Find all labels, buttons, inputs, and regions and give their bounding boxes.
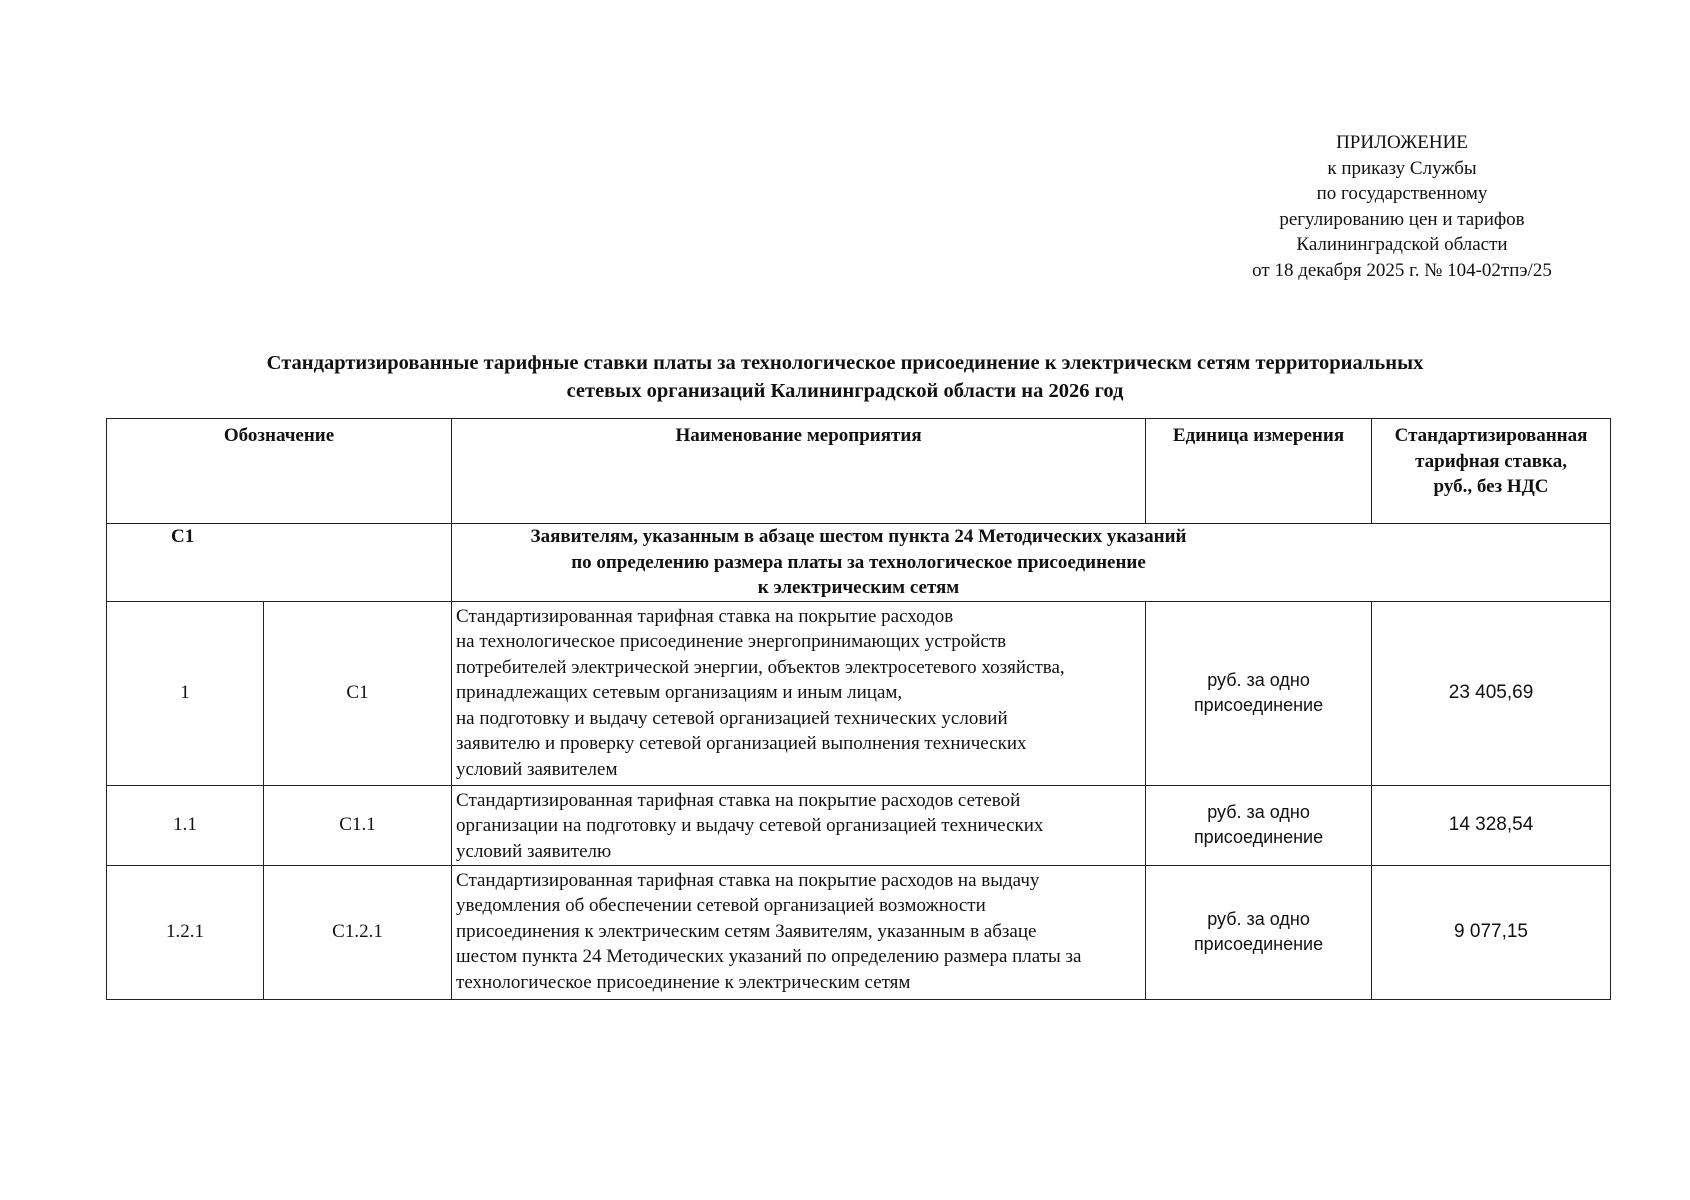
header-designation: Обозначение — [107, 419, 452, 524]
row-rate: 14 328,54 — [1372, 785, 1611, 865]
title-line: сетевых организаций Калининградской области на 2026 год — [566, 380, 1124, 402]
row-code: С1 — [264, 601, 452, 785]
title-line: Стандартизированные тарифные ставки платы за технологическое присоединение к электрическм сетям территориальных — [266, 352, 1424, 374]
row-code: С1.2.1 — [264, 865, 452, 999]
row-unit: руб. за одно присоединение — [1146, 865, 1372, 999]
row-number: 1 — [107, 601, 264, 785]
section-code: С1 — [107, 524, 452, 602]
row-code: С1.1 — [264, 785, 452, 865]
tariff-rates-table — [106, 418, 1611, 1000]
section-title: Заявителям, указанным в абзаце шестом пункта 24 Методических указаний по определению размера платы за технологическое присоединение к электрическим сетям — [452, 524, 1611, 602]
table-header-row — [107, 419, 1611, 524]
row-rate: 9 077,15 — [1372, 865, 1611, 999]
appendix-line: Калининградской области — [1296, 234, 1508, 255]
row-unit: руб. за одно присоединение — [1146, 601, 1372, 785]
row-number: 1.1 — [107, 785, 264, 865]
header-unit: Единица измерения — [1146, 419, 1372, 524]
appendix-line: регулированию цен и тарифов — [1279, 208, 1525, 230]
appendix-order-date: от 18 декабря 2025 г. № 104-02тпэ/25 — [1252, 259, 1552, 281]
row-description: Стандартизированная тарифная ставка на покрытие расходов сетевой организации на подготовку и выдачу сетевой организацией технических условий заявителю — [452, 785, 1146, 865]
header-rate: Стандартизированная тарифная ставка, руб., без НДС — [1372, 419, 1611, 524]
appendix-line: по государственному — [1316, 183, 1488, 204]
header-name: Наименование мероприятия — [452, 419, 1146, 524]
row-number: 1.2.1 — [107, 865, 264, 999]
appendix-line: к приказу Службы — [1327, 157, 1477, 179]
row-description: Стандартизированная тарифная ставка на покрытие расходов на выдачу уведомления об обеспечении сетевой организацией возможности присоединения к электрическим сетям Заявителям, указанным в абзаце шестом пункта 24 Методических указаний по определению размера платы за технологическое присоединение к электрическим сетям — [452, 865, 1146, 999]
table-row — [107, 785, 1611, 865]
row-unit: руб. за одно присоединение — [1146, 785, 1372, 865]
row-description: Стандартизированная тарифная ставка на покрытие расходов на технологическое присоединение энергопринимающих устройств потребителей электрической энергии, объектов электросетевого хозяйства, принадлежащих сетевым организациям и иным лицам, на подготовку и выдачу сетевой организацией технических условий заявителю и проверку сетевой организацией выполнения технических условий заявителем — [452, 601, 1146, 785]
row-rate: 23 405,69 — [1372, 601, 1611, 785]
appendix-heading: ПРИЛОЖЕНИЕ — [1336, 132, 1468, 153]
section-row — [107, 524, 1611, 602]
appendix-block — [1222, 130, 1582, 283]
table-row — [107, 865, 1611, 999]
table-row — [107, 601, 1611, 785]
document-title — [100, 349, 1590, 405]
